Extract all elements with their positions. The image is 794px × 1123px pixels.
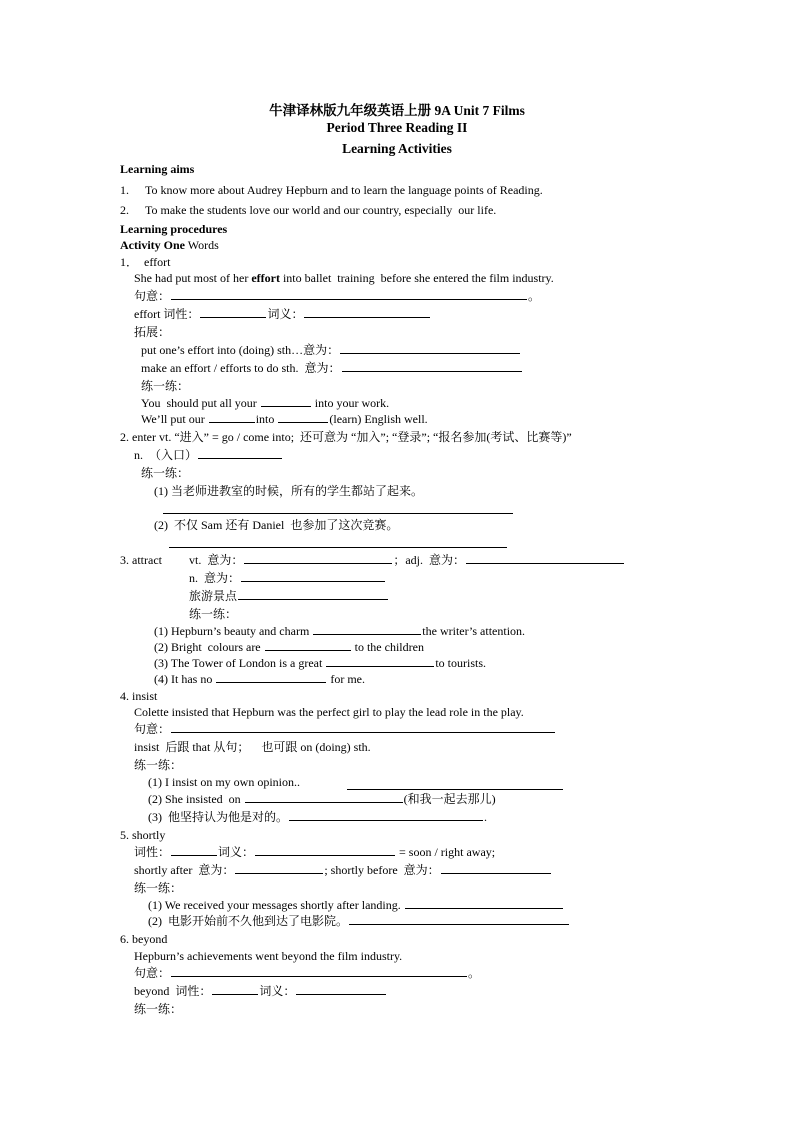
practice-label: 练一练： bbox=[134, 881, 183, 895]
aim-1: 1. To know more about Audrey Hepburn and to learn the language points of Reading. bbox=[120, 183, 543, 197]
word-5-heading: 5. shortly bbox=[120, 828, 166, 842]
answer-blank[interactable] bbox=[171, 722, 555, 733]
word-6-meaning-line: 句意： 。 bbox=[134, 966, 481, 980]
answer-blank[interactable] bbox=[340, 343, 520, 354]
word-4-meaning-line: 句意： bbox=[134, 722, 556, 737]
word-3-practice-1: (1) Hepburn’s beauty and charm the writer’s attention. bbox=[154, 624, 526, 638]
word-4-practice-2: (2) She insisted on (和我一起去那儿) bbox=[148, 792, 496, 806]
word-5-practice-1: (1) We received your messages shortly after landing. bbox=[148, 898, 564, 913]
answer-blank[interactable] bbox=[200, 307, 266, 318]
answer-blank[interactable] bbox=[261, 396, 311, 407]
answer-blank[interactable] bbox=[235, 863, 323, 874]
procedures-heading: Learning procedures bbox=[120, 222, 228, 236]
word-1-meaning-line: 句意： 。 bbox=[134, 289, 541, 303]
word-3-vt-adj: vt. 意为： ；adj. 意为： bbox=[189, 553, 625, 568]
activity-heading: Activity One Words bbox=[120, 238, 219, 252]
answer-blank[interactable] bbox=[216, 672, 326, 683]
period-title: Period Three Reading II bbox=[326, 120, 468, 135]
word-3-noun: n. 意为： bbox=[189, 571, 386, 586]
answer-blank[interactable] bbox=[244, 553, 392, 564]
word-4-heading: 4. insist bbox=[120, 689, 158, 703]
word-3-practice-4: (4) It has no for me. bbox=[154, 672, 365, 686]
word-4-sentence: Colette insisted that Hepburn was the perfect girl to play the lead role in the play. bbox=[134, 705, 524, 719]
word-1-practice-2: We’ll put our into (learn) English well. bbox=[141, 412, 428, 426]
word-1-practice-1: You should put all your into your work. bbox=[141, 396, 390, 410]
practice-label: 练一练： bbox=[189, 607, 238, 621]
word-1-pos-line: effort 词性： 词义： bbox=[134, 307, 431, 322]
word-5-pos-line: 词性： 词义： = soon / right away; bbox=[134, 845, 496, 859]
answer-blank[interactable] bbox=[198, 448, 282, 459]
practice-label: 练一练： bbox=[141, 466, 190, 480]
answer-blank[interactable] bbox=[441, 863, 551, 874]
answer-blank[interactable] bbox=[405, 898, 563, 909]
word-2-heading: 2. enter vt. “进入” = go / come into; 还可意为 “加入”; “登录”; “报名参加(考试、比赛等)” bbox=[120, 430, 572, 444]
answer-blank[interactable] bbox=[171, 966, 467, 977]
aim-2: 2. To make the students love our world and our country, especially our life. bbox=[120, 203, 497, 217]
word-6-heading: 6. beyond bbox=[120, 932, 168, 946]
word-6-pos-line: beyond 词性： 词义： bbox=[134, 984, 387, 999]
answer-blank[interactable] bbox=[209, 412, 255, 423]
word-1-ext-2: make an effort / efforts to do sth. 意为： bbox=[141, 361, 523, 376]
answer-blank[interactable] bbox=[289, 810, 483, 821]
answer-blank[interactable] bbox=[349, 914, 569, 925]
word-3-practice-2: (2) Bright colours are to the children bbox=[154, 640, 424, 654]
word-4-note: insist 后跟 that 从句； 也可跟 on (doing) sth. bbox=[134, 740, 371, 754]
word-2-practice-2: (2) 不仅 Sam 还有 Daniel 也参加了这次竞赛。 bbox=[154, 518, 399, 532]
word-6-sentence: Hepburn’s achievements went beyond the film industry. bbox=[134, 949, 403, 963]
answer-blank[interactable] bbox=[171, 289, 527, 300]
word-1-sentence: She had put most of her effort into ballet training before she entered the film industry. bbox=[134, 271, 554, 285]
activities-title: Learning Activities bbox=[342, 141, 452, 156]
page-title: 牛津译林版九年级英语上册 9A Unit 7 Films bbox=[269, 103, 525, 118]
answer-blank[interactable] bbox=[169, 537, 507, 548]
answer-blank[interactable] bbox=[278, 412, 328, 423]
answer-blank[interactable] bbox=[313, 624, 421, 635]
answer-blank[interactable] bbox=[255, 845, 395, 856]
word-4-practice-1: (1) I insist on my own opinion.. bbox=[148, 775, 300, 789]
aims-heading: Learning aims bbox=[120, 162, 195, 176]
word-5-practice-2: (2) 电影开始前不久他到达了电影院。 bbox=[148, 914, 570, 929]
answer-blank[interactable] bbox=[241, 571, 385, 582]
answer-blank[interactable] bbox=[304, 307, 430, 318]
answer-blank[interactable] bbox=[238, 589, 388, 600]
practice-label: 练一练： bbox=[134, 1002, 183, 1016]
answer-blank[interactable] bbox=[245, 792, 403, 803]
answer-blank[interactable] bbox=[466, 553, 624, 564]
answer-blank[interactable] bbox=[342, 361, 522, 372]
extension-label: 拓展： bbox=[134, 325, 171, 339]
word-2-practice-1: (1) 当老师进教室的时候，所有的学生都站了起来。 bbox=[154, 484, 423, 498]
answer-blank[interactable] bbox=[326, 656, 434, 667]
answer-blank[interactable] bbox=[347, 779, 563, 790]
word-2-noun: n. （入口） bbox=[134, 448, 283, 463]
answer-blank[interactable] bbox=[163, 503, 513, 514]
practice-label: 练一练： bbox=[134, 758, 183, 772]
answer-blank[interactable] bbox=[265, 640, 351, 651]
word-1-ext-1: put one’s effort into (doing) sth…意为： bbox=[141, 343, 521, 358]
practice-label: 练一练： bbox=[141, 379, 190, 393]
answer-blank[interactable] bbox=[296, 984, 386, 995]
word-1-heading: 1． effort bbox=[120, 255, 171, 269]
word-3-heading: 3. attract bbox=[120, 553, 162, 567]
word-3-practice-3: (3) The Tower of London is a great to tourists. bbox=[154, 656, 487, 670]
answer-blank[interactable] bbox=[212, 984, 258, 995]
word-4-practice-3: (3) 他坚持认为他是对的。 . bbox=[148, 810, 487, 824]
answer-blank[interactable] bbox=[171, 845, 217, 856]
word-3-spot: 旅游景点 bbox=[189, 589, 389, 604]
word-5-after-before: shortly after 意为： ; shortly before 意为： bbox=[134, 863, 552, 878]
